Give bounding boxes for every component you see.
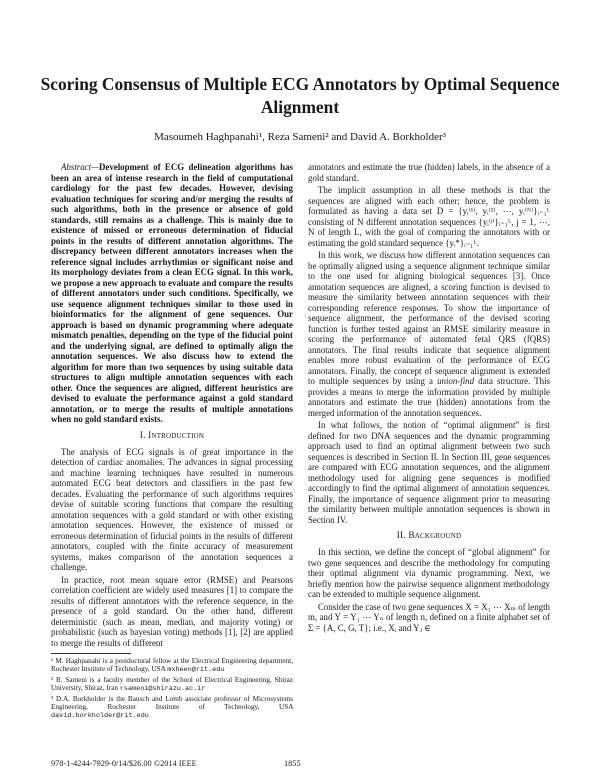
right-paragraph-1: annotators and estimate the true (hidden) labels, in the absence of a gold standard. — [308, 162, 550, 183]
paper-authors: Masoumeh Haghpanahi¹, Reza Sameni² and David A. Borkholder³ — [154, 131, 446, 143]
abstract-label: Abstract— — [61, 162, 99, 172]
abstract — [51, 162, 293, 425]
footnote-rule — [51, 653, 131, 654]
background-paragraph-2: Consider the case of two gene sequences X = X₁ ⋯ Xₘ of length m, and Y = Y₁ ⋯ Yₙ of length n, defined on a finite alphabet set of Σ = {A, C, G, T}; i.e., Xᵢ and Yⱼ ∈ — [308, 601, 550, 633]
intro-paragraph-2: In practice, root mean square error (RMSE) and Pearsons correlation coefficient are widely used measures [1] to compare the results of different annotators with the reference sequence, in the presence of a gold standard. On the other hand, different deterministic (such as mean, median, and majority voting) or probabilistic (such as bayesian voting) methods [1], [2] are applied to merge the results of different — [51, 574, 293, 648]
footnote-3-text: ³ D.A. Borkholder is the Bausch and Lomb associate professor of Microsystems Engineering, Rochester Institute of Technology, USA — [51, 694, 293, 712]
section-heading-background: II. Background — [396, 531, 462, 541]
footnote-1-email[interactable]: mxheen@rit.edu — [167, 666, 225, 675]
abstract-text: Development of ECG delineation algorithms has been an area of intense research in the field of computational cardiology for the past few decades. However, devising evaluation techniques for scoring and/or merging the results of such algorithms, both in the presence or absence of gold standards, still remains as a challenge. This is mainly due to existence of missed or erroneous determination of fiducial points in the results of different annotation algorithms. The discrepancy between different annotators increases when the reference signal includes arrhythmias or significant noise and its morphology deviates from a clean ECG signal. In this work, we propose a new approach to evaluate and compare the results of different annotators under such conditions. Specifically, we use sequence alignment techniques similar to those used in bioinformatics for the alignment of gene sequences. Our approach is based on dynamic programming where adequate mismatch penalties, depending on the type of the fiducial point and the underlying signal, are defined to optimally align the annotation sequences. We also discuss how to extend the algorithm for more than two sequences by using suitable data structures to align multiple annotation sequences with each other. Once the sequences are aligned, different heuristics are devised to evaluate the performance against a gold standard annotation, or to merge the results of multiple annotations when no gold standard exists. — [51, 162, 293, 424]
intro-paragraph-1: The analysis of ECG signals is of great importance in the detection of cardiac anomalies. The advances in signal processing and machine learning techniques have resulted in numerous automated ECG beat detectors and classifiers in the past few decades. Evaluating the performance of such algorithms requires devise of suitable scoring functions that compare the resulting annotation sequences with a gold standard or with other existing annotation sequences. However, the existence of missed or erroneous determination of fiducial points in the results of different annotators, coupled with the finite accuracy of measurement systems, makes comparison of the annotation sequences a challenge. — [51, 446, 293, 572]
footnote-2 — [51, 676, 293, 694]
page-number: 1855 — [284, 759, 301, 768]
background-paragraph-1: In this section, we define the concept of “global alignment” for two gene sequences and describe the methodology for computing their optimal alignment via dynamic programming. Next, we briefly mention how the pairwise sequence alignment methodology can be extended to multiple sequence alignment. — [308, 547, 550, 599]
footnote-1-text: ¹ M. Haghpanahi is a postdoctoral fellow at the Electrical Engineering department, Rochester Institute of Technology, USA — [51, 657, 293, 674]
footnote-3-email[interactable]: david.borkholder@rit.edu — [51, 712, 149, 721]
right-paragraph-4: In what follows, the notion of “optimal alignment” is first defined for two DNA sequences and the dynamic programming approach used to find an optimal alignment between two such sequences is described in Section II. In Section III, gene sequences are compared with ECG annotation sequences, and the alignment methodology used for aligning gene sequences is modified accordingly to find the optimal alignment of annotation sequences. Finally, the importance of sequence alignment prior to measuring the similarity between multiple annotation sequences is shown in Section IV. — [308, 420, 550, 525]
footnote-2-email[interactable]: rsameni@shirazu.ac.ir — [119, 685, 206, 694]
section-heading-introduction: I. Introduction — [139, 430, 205, 441]
right-paragraph-2: The implicit assumption in all these methods is that the sequences are aligned with each other; hence, the problem is formulated as having a data set D = {yᵢ⁽¹⁾, yᵢ⁽²⁾, ⋯, yᵢ⁽ᴺ⁾}ᵢ₌₁ᴸ consisting of N different annotation sequences {yᵢ⁽ʲ⁾}ᵢ₌₁ᴸ, j = 1, ⋯, N of length L, with the goal of comparing the annotators with or estimating the gold standard sequence {yᵢ*}ᵢ₌₁ᴸ. — [308, 185, 550, 248]
paper-title: Scoring Consensus of Multiple ECG Annotators by Optimal Sequence Alignment — [40, 74, 560, 117]
left-column — [51, 162, 293, 722]
right-paragraph-3-part-b: data structure. This provides a means to merge the information provided by multiple annotators and estimate the true (hidden) annotations from the merged information of the annotation sequences. — [308, 376, 550, 418]
footnote-2-text: ² R. Sameni is a faculty member of the School of Electrical Engineering, Shiraz University, Shiraz, Iran — [51, 675, 293, 693]
right-paragraph-3 — [308, 250, 550, 418]
union-find-term: union-find — [437, 376, 475, 386]
footnote-3 — [51, 695, 293, 721]
right-paragraph-3-part-a: In this work, we discuss how different annotation sequences can be optimally aligned using a sequence alignment technique similar to the one used for aligning biological sequences [3]. Once annotation sequences are aligned, a scoring function is devised to measure the similarity between annotation sequences with their corresponding reference responses. To show the importance of sequence alignment, the performance of the devised scoring function is further tested against an RMSE similarity measure in scoring the performance of automated fetal QRS (fQRS) annotators. The final results indicate that sequence alignment enables more robust evaluation of the performance of ECG annotators. Finally, the concept of sequence alignment is extended to multiple sequences by using a — [308, 250, 550, 386]
footnote-1 — [51, 657, 293, 675]
copyright-line: 978-1-4244-7929-0/14/$26.00 ©2014 IEEE — [51, 759, 197, 768]
right-column — [308, 162, 550, 633]
